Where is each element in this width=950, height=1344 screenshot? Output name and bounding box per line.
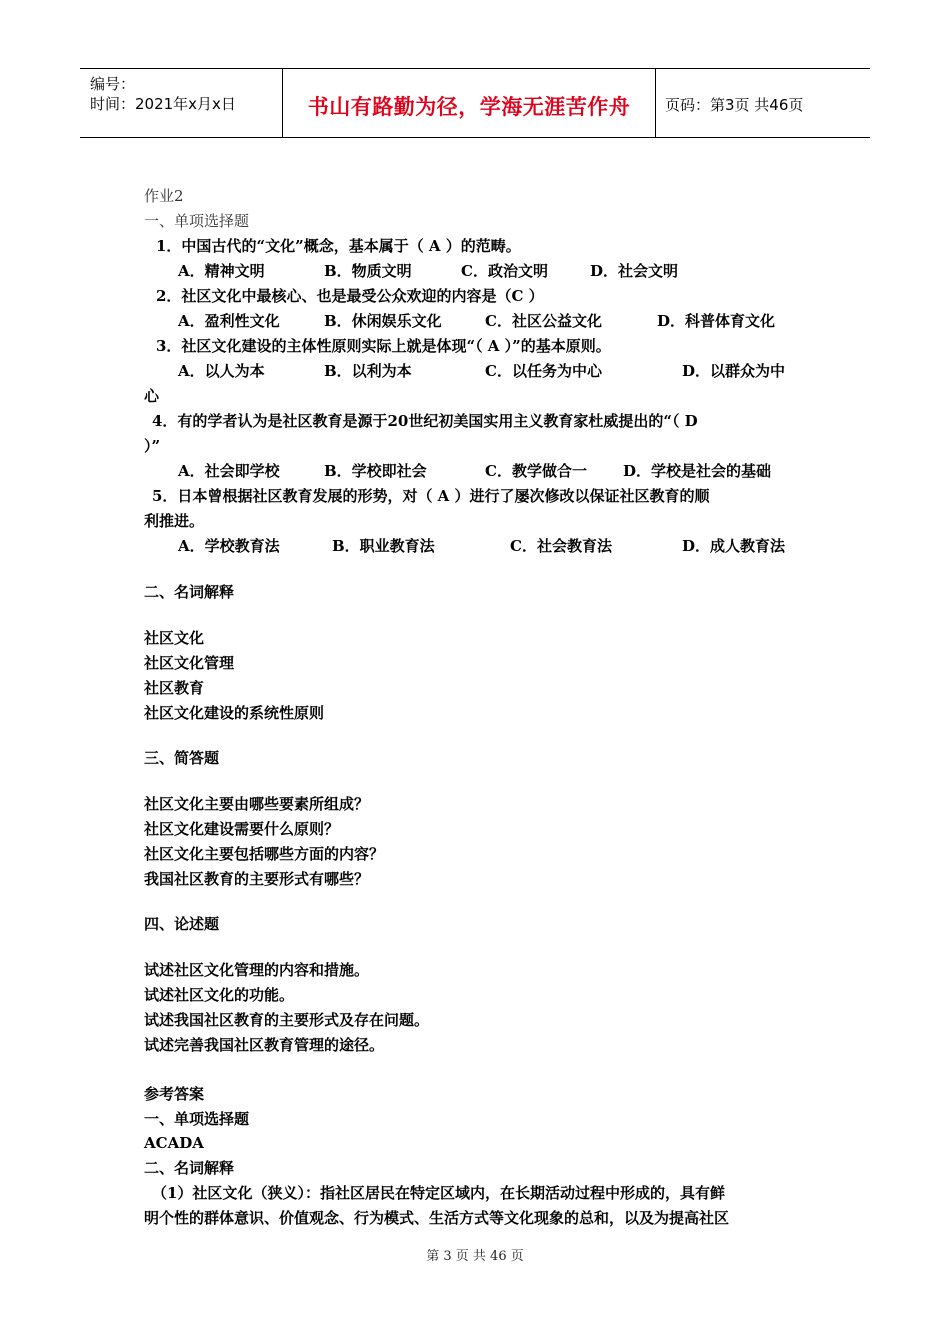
page-header — [80, 68, 870, 138]
option: D．科普体育文化 — [657, 312, 776, 330]
section-title: 一、单项选择题 — [144, 1110, 250, 1128]
question-wrap: ）” — [144, 437, 161, 455]
question-stem: 5．日本曾根据社区教育发展的形势，对（ A ）进行了屡次修改以保证社区教育的顺 — [152, 487, 710, 505]
list-item: 试述社区文化的功能。 — [144, 986, 295, 1004]
option: C．以任务为中心 — [485, 362, 602, 380]
page-footer: 第 3 页 共 46 页 — [426, 1249, 524, 1264]
option: C．教学做合一 — [485, 462, 587, 480]
option: D．以群众为中 — [682, 362, 786, 380]
motto: 书山有路勤为径，学海无涯苦作舟 — [307, 95, 631, 119]
section-title: 二、名词解释 — [144, 583, 235, 601]
option: D．成人教育法 — [682, 537, 786, 555]
option: B．职业教育法 — [332, 537, 435, 555]
option: B．学校即社会 — [324, 462, 427, 480]
list-item: 我国社区教育的主要形式有哪些？ — [144, 870, 370, 888]
list-item: 试述社区文化管理的内容和措施。 — [144, 961, 370, 979]
paragraph-line: （1）社区文化（狭义）：指社区居民在特定区域内，在长期活动过程中形成的，具有鲜 — [152, 1184, 725, 1202]
time-label: 时间：2021年x月x日 — [90, 95, 236, 113]
question-stem: 3．社区文化建设的主体性原则实际上就是体现“（ A ）”的基本原则。 — [156, 337, 611, 355]
section-title: 一、单项选择题 — [144, 212, 250, 230]
header-page-cell — [655, 69, 870, 137]
question-stem: 4．有的学者认为是社区教育是源于20世纪初美国实用主义教育家杜威提出的“（ D — [152, 412, 698, 430]
option: A．学校教育法 — [178, 537, 280, 555]
option: B．以利为本 — [324, 362, 412, 380]
question-stem: 1．中国古代的“文化”概念，基本属于（ A ）的范畴。 — [156, 237, 521, 255]
option: B．物质文明 — [324, 262, 412, 280]
question-stem: 2．社区文化中最核心、也是最受公众欢迎的内容是（C ） — [156, 287, 544, 305]
option: C．社会教育法 — [510, 537, 612, 555]
option: D．社会文明 — [590, 262, 679, 280]
list-item: 社区文化主要包括哪些方面的内容？ — [144, 845, 385, 863]
option: A．社会即学校 — [178, 462, 280, 480]
page-info: 页码：第3页 共46页 — [665, 96, 804, 114]
option: D．学校是社会的基础 — [623, 462, 772, 480]
answer-key: ACADA — [144, 1134, 204, 1152]
list-item: 社区文化主要由哪些要素所组成？ — [144, 795, 370, 813]
question-wrap: 利推进。 — [144, 512, 205, 530]
header-meta — [80, 69, 282, 137]
option: C．社区公益文化 — [485, 312, 602, 330]
list-item: 社区文化 — [144, 629, 205, 647]
option-wrap: 心 — [144, 387, 160, 405]
list-item: 试述我国社区教育的主要形式及存在问题。 — [144, 1011, 430, 1029]
section-title: 三、简答题 — [144, 749, 220, 767]
answers-title: 参考答案 — [144, 1085, 205, 1103]
list-item: 社区文化建设的系统性原则 — [144, 704, 325, 722]
option: B．休闲娱乐文化 — [324, 312, 442, 330]
section-title: 二、名词解释 — [144, 1159, 235, 1177]
section-title: 四、论述题 — [144, 915, 220, 933]
paragraph-line: 明个性的群体意识、价值观念、行为模式、生活方式等文化现象的总和，以及为提高社区 — [144, 1209, 730, 1227]
option: C．政治文明 — [461, 262, 548, 280]
number-label: 编号： — [90, 75, 136, 93]
list-item: 社区文化建设需要什么原则？ — [144, 820, 340, 838]
header-motto-cell — [282, 69, 656, 137]
list-item: 社区教育 — [144, 679, 205, 697]
option: A．以人为本 — [178, 362, 265, 380]
list-item: 社区文化管理 — [144, 654, 235, 672]
option: A．盈利性文化 — [178, 312, 280, 330]
option: A．精神文明 — [178, 262, 265, 280]
assignment-title: 作业2 — [144, 187, 184, 205]
list-item: 试述完善我国社区教育管理的途径。 — [144, 1036, 385, 1054]
